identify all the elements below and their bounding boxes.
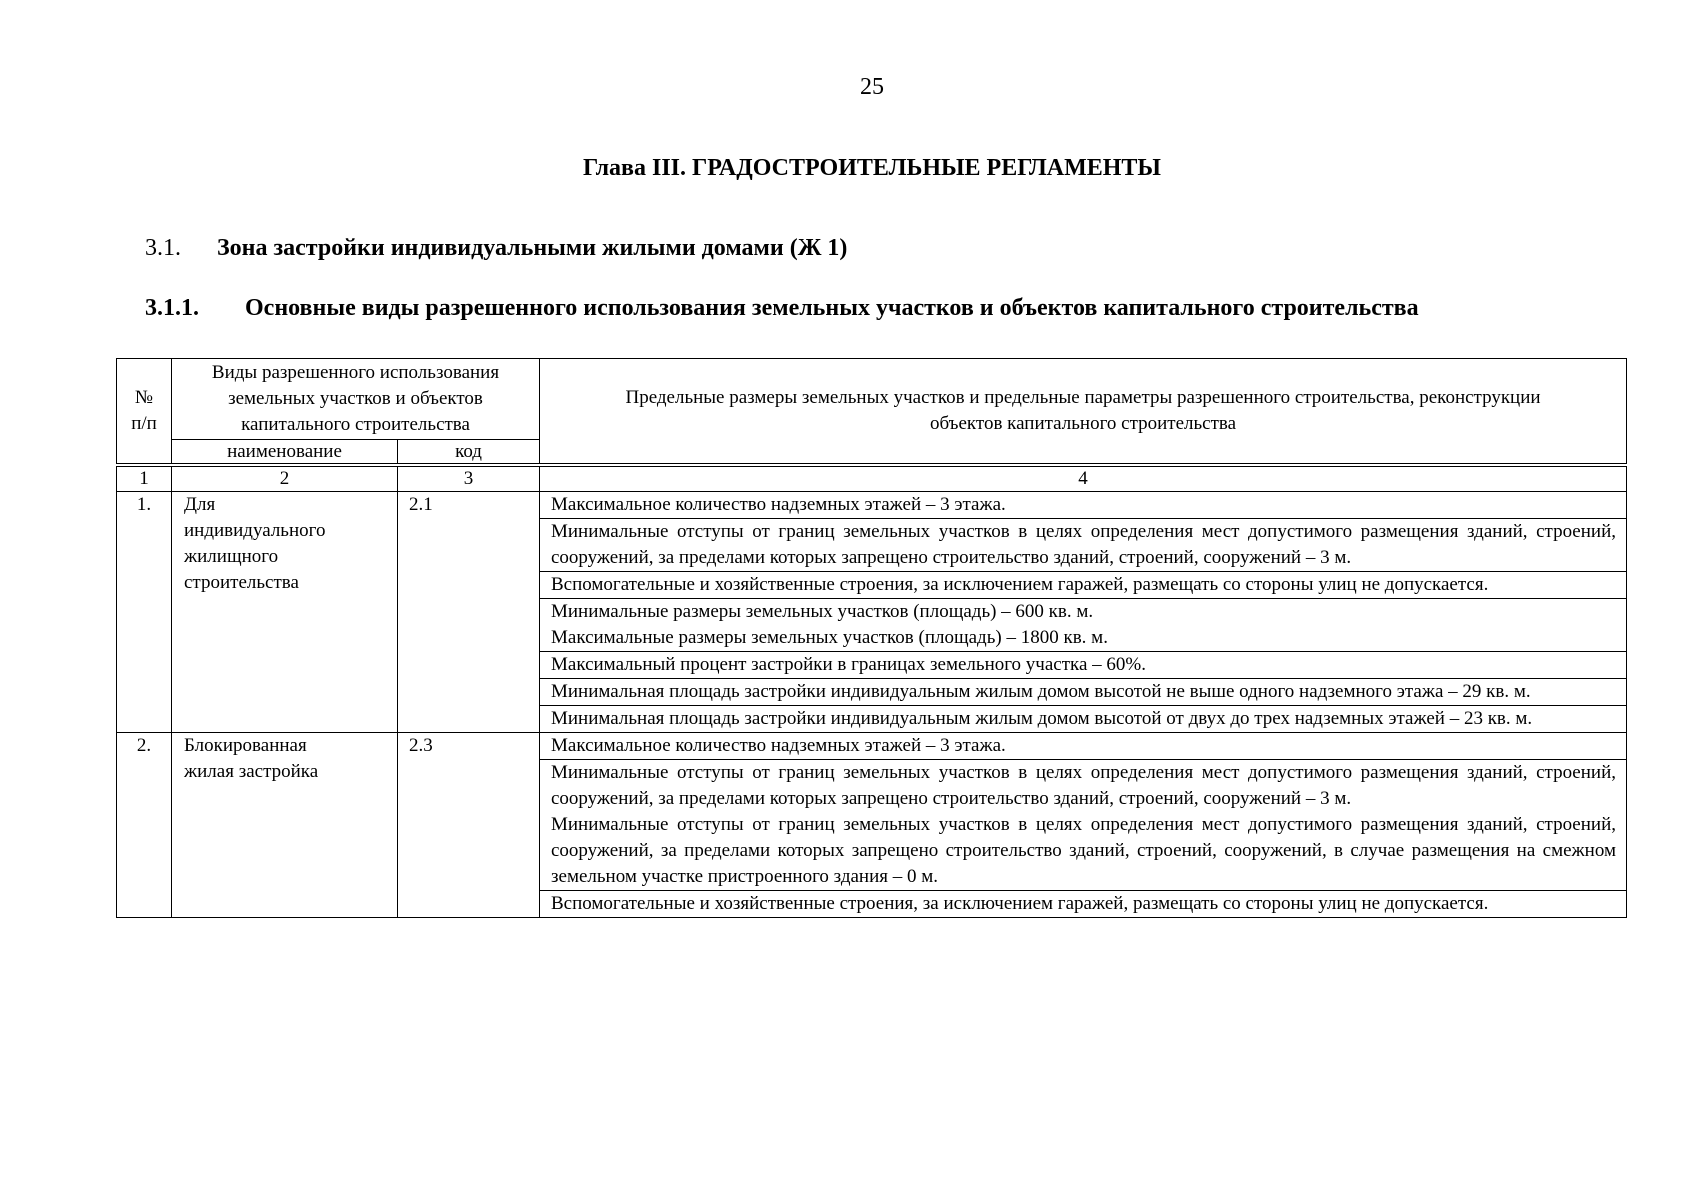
- section-heading: [145, 235, 847, 262]
- header-types: Виды разрешенного использования земельных участков и объектов капитального строительства: [172, 359, 540, 440]
- param-cell: Минимальные отступы от границ земельных участков в целях определения мест допустимого размещения зданий, строений, сооружений, за пределами которых запрещено строительство зданий, строений, сооружений – 3 м. Минимальные отступы от границ земельных участков в целях определения мест допустимого размещения зданий, строений, сооружений, за пределами которых запрещено строительство зданий, строений, сооружений, в случае размещения на смежном земельном участке пристроенного здания – 0 м.: [540, 760, 1627, 891]
- row-code: 2.3: [398, 733, 540, 918]
- header-name: наименование: [172, 440, 398, 464]
- param-cell: Максимальное количество надземных этажей – 3 этажа.: [540, 492, 1627, 519]
- header-limits: Предельные размеры земельных участков и предельные параметры разрешенного строительства, реконструкции объектов капитального строительства: [540, 359, 1627, 464]
- param-cell: Вспомогательные и хозяйственные строения, за исключением гаражей, размещать со стороны улиц не допускается.: [540, 891, 1627, 918]
- row-number: 2.: [117, 733, 172, 918]
- subsection-number: 3.1.1.: [145, 295, 199, 321]
- row-name: Для индивидуального жилищного строительства: [172, 492, 398, 733]
- section-number: 3.1.: [145, 235, 181, 261]
- header-num: № п/п: [117, 359, 172, 464]
- table-row: [117, 492, 1627, 519]
- param-cell: Максимальное количество надземных этажей – 3 этажа.: [540, 733, 1627, 760]
- param-cell: Максимальный процент застройки в границах земельного участка – 60%.: [540, 652, 1627, 679]
- col-number: 1: [117, 467, 172, 492]
- section-title: Зона застройки индивидуальными жилыми домами (Ж 1): [217, 235, 848, 261]
- subsection-heading: [145, 293, 1630, 324]
- col-number: 2: [172, 467, 398, 492]
- table-body: [116, 466, 1627, 918]
- param-cell: Минимальные размеры земельных участков (площадь) – 600 кв. м. Максимальные размеры земельных участков (площадь) – 1800 кв. м.: [540, 599, 1627, 652]
- chapter-title: Глава III. ГРАДОСТРОИТЕЛЬНЫЕ РЕГЛАМЕНТЫ: [583, 155, 1161, 181]
- row-code: 2.1: [398, 492, 540, 733]
- table-header: [116, 358, 1627, 464]
- row-name: Блокированная жилая застройка: [172, 733, 398, 918]
- param-cell: Минимальная площадь застройки индивидуальным жилым домом высотой от двух до трех надземных этажей – 23 кв. м.: [540, 706, 1627, 733]
- param-cell: Вспомогательные и хозяйственные строения, за исключением гаражей, размещать со стороны улиц не допускается.: [540, 572, 1627, 599]
- param-cell: Минимальная площадь застройки индивидуальным жилым домом высотой не выше одного надземного этажа – 29 кв. м.: [540, 679, 1627, 706]
- param-cell: Минимальные отступы от границ земельных участков в целях определения мест допустимого размещения зданий, строений, сооружений, за пределами которых запрещено строительство зданий, строений, сооружений – 3 м.: [540, 519, 1627, 572]
- page-number: 25: [860, 74, 884, 100]
- table-row: [117, 733, 1627, 760]
- header-code: код: [398, 440, 540, 464]
- row-number: 1.: [117, 492, 172, 733]
- col-number: 3: [398, 467, 540, 492]
- col-number: 4: [540, 467, 1627, 492]
- column-number-row: [117, 467, 1627, 492]
- subsection-title: Основные виды разрешенного использования земельных участков и объектов капитального строительства: [245, 295, 1419, 321]
